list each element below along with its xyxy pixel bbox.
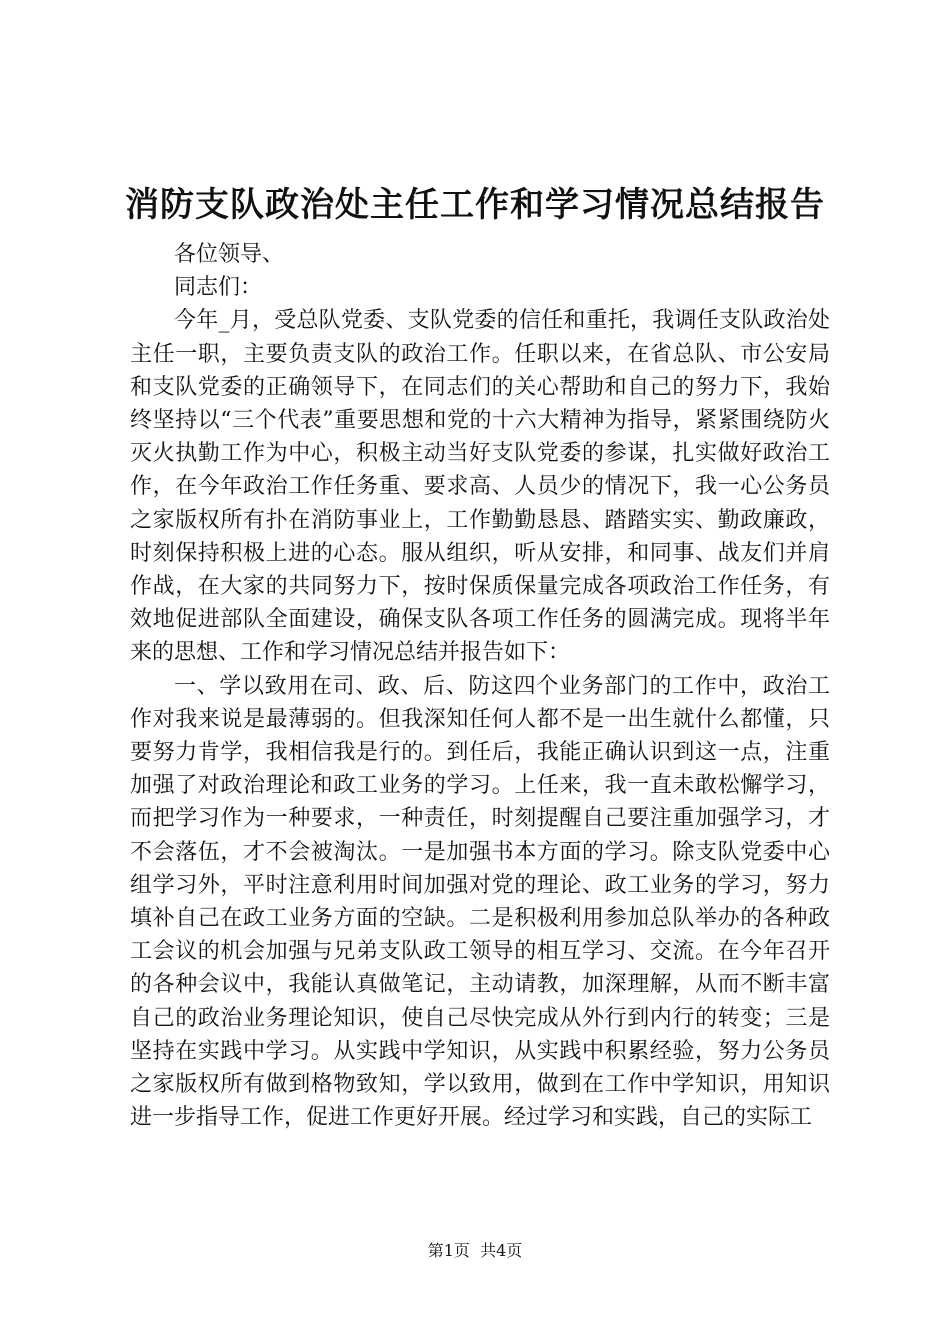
paragraph-2: 一、学以致用在司、政、后、防这四个业务部门的工作中，政治工作对我来说是最薄弱的。但我深知任何人都不是一出生就什么都懂，只要努力肯学，我相信我是行的。到任后，我能正确认识到这一点，注重加强了对政治理论和政工业务的学习。上任来，我一直未敢松懈学习，而把学习作为一种要求，一种责任，时刻提醒自己要注重加强学习，才不会落伍，才不会被淘汰。一是加强书本方面的学习。除支队党委中心组学习外，平时注意利用时间加强对党的理论、政工业务的学习，努力填补自己在政工业务方面的空缺。二是积极利用参加总队举办的各种政工会议的机会加强与兄弟支队政工领导的相互学习、交流。在今年召开的各种会议中，我能认真做笔记，主动请教，加深理解，从而不断丰富自己的政治业务理论知识，使自己尽快完成从外行到内行的转变；三是坚持在实践中学习。从实践中学知识，从实践中积累经验，努力公务员之家版权所有做到格物致知，学以致用，做到在工作中学知识，用知识进一步指导工作，促进工作更好开展。经过学习和实践，自己的实际工 — [130, 673, 830, 1131]
greeting-line-2: 同志们： — [174, 275, 263, 301]
paragraph-1: 今年_月，受总队党委、支队党委的信任和重托，我调任支队政治处主任一职，主要负责支队的政治工作。任职以来，在省总队、市公安局和支队党委的正确领导下，在同志们的关心帮助和自己的努力下，我始终坚持以“三个代表”重要思想和党的十六大精神为指导，紧紧围绕防火灭火执勤工作为中心，积极主动当好支队党委的参谋，扎实做好政治工作，在今年政治工作任务重、要求高、人员少的情况下，我一心公务员之家版权所有扑在消防事业上，工作勤勤恳恳、踏踏实实、勤政廉政，时刻保持积极上进的心态。服从组织，听从安排，和同事、战友们并肩作战，在大家的共同努力下，按时保质保量完成各项政治工作任务，有效地促进部队全面建设，确保支队各项工作任务的圆满完成。现将半年来的思想、工作和学习情况总结并报告如下： — [130, 308, 830, 666]
greeting-line-1: 各位领导、 — [174, 242, 285, 267]
page-number: 第1页 共4页 — [427, 1241, 523, 1260]
document-title: 消防支队政治处主任工作和学习情况总结报告 — [125, 185, 825, 225]
document-body — [130, 238, 830, 1134]
